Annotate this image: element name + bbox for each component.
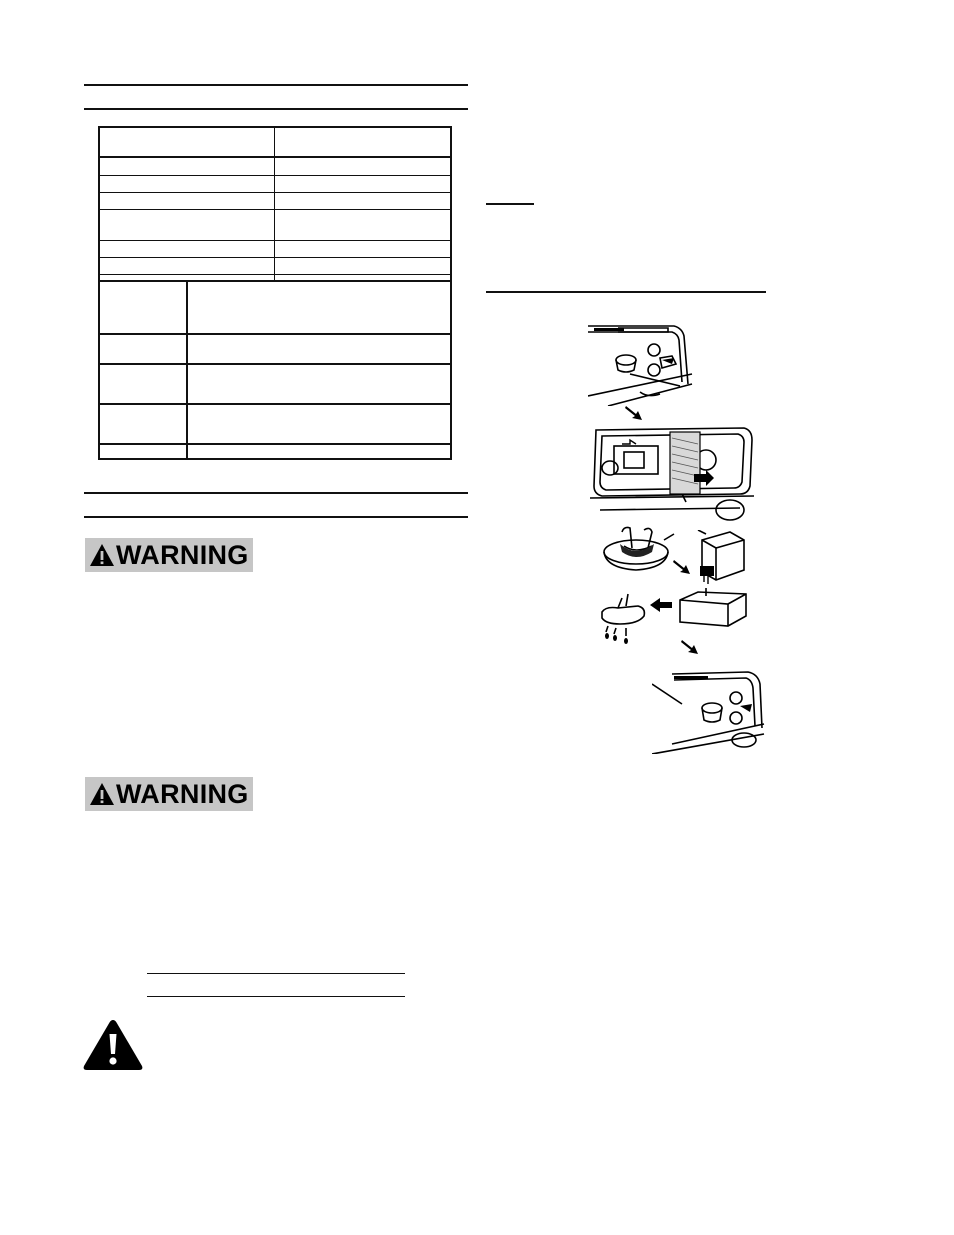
- arrow-icon: [672, 558, 692, 576]
- table-row-line: [100, 209, 450, 210]
- warning-triangle-icon: [89, 782, 115, 806]
- table-row-line: [100, 175, 450, 176]
- table-row-line: [100, 363, 450, 365]
- section-rule-bottom: [84, 516, 468, 518]
- section-rule: [486, 291, 766, 293]
- table-row-line: [100, 274, 450, 275]
- hand-squeeze: [598, 588, 654, 648]
- foam-element-block: [694, 530, 746, 588]
- element-drying: [676, 588, 748, 628]
- warning-label: WARNING: [116, 779, 249, 809]
- arrow-icon: [624, 404, 644, 422]
- table-column-divider: [186, 280, 188, 460]
- specifications-table: [98, 126, 452, 460]
- table-row-line: [100, 156, 450, 158]
- table-row-line: [100, 192, 450, 193]
- warning-banner: [85, 777, 253, 811]
- warning-label: WARNING: [116, 540, 249, 570]
- air-cleaner-cover-open: [588, 322, 696, 406]
- table-row-line: [100, 403, 450, 405]
- element-washing: [602, 522, 678, 574]
- table-row-line: [100, 443, 450, 445]
- safety-alert-icon: [82, 1018, 144, 1072]
- table-row-line: [100, 257, 450, 258]
- table-row-line: [100, 240, 450, 241]
- table-section-line: [100, 280, 450, 282]
- subsection-rule-top: [147, 973, 405, 974]
- air-cleaner-element: [590, 424, 754, 524]
- section-rule-top: [84, 84, 468, 86]
- arrow-icon: [680, 638, 700, 656]
- table-row-line: [100, 333, 450, 335]
- air-cleaner-cover-closed: [652, 668, 766, 754]
- section-rule-top: [84, 492, 468, 494]
- subsection-rule-bottom: [147, 996, 405, 997]
- note-underline: [486, 203, 534, 205]
- warning-banner: [85, 538, 253, 572]
- section-rule-bottom: [84, 108, 468, 110]
- warning-triangle-icon: [89, 543, 115, 567]
